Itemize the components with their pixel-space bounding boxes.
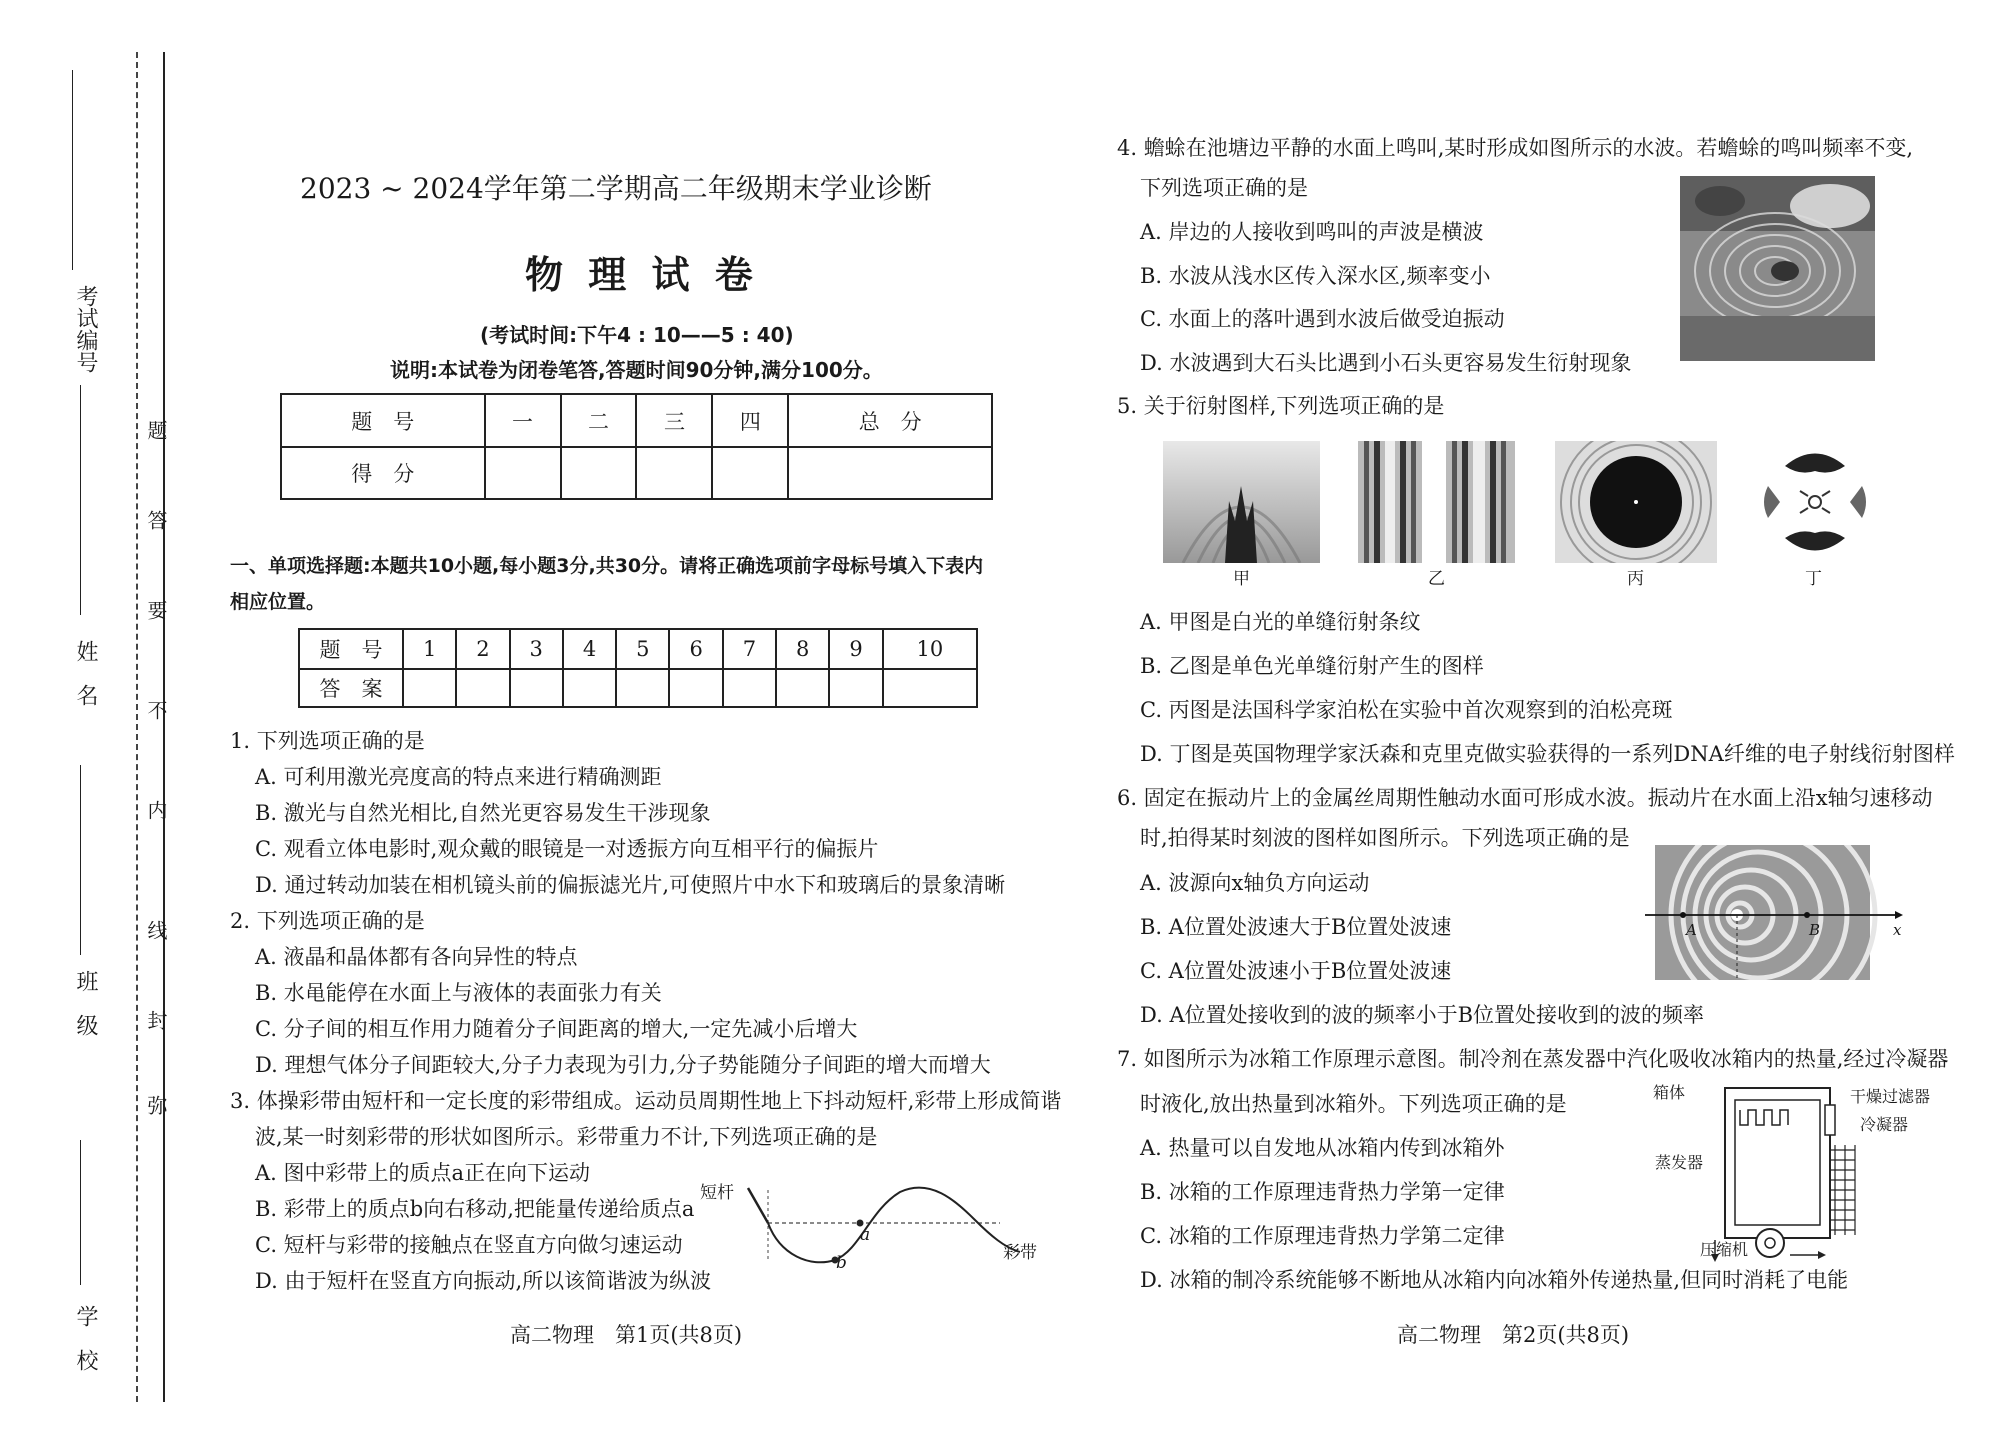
q6-wave-figure bbox=[1645, 845, 1910, 980]
q6-stem-cont: 时,拍得某时刻波的图样如图所示。下列选项正确的是 bbox=[1140, 826, 1630, 850]
q4-stem-cont: 下列选项正确的是 bbox=[1140, 176, 1308, 200]
q7-label-compressor: 压缩机 bbox=[1700, 1240, 1749, 1259]
score-cell[interactable] bbox=[788, 447, 992, 499]
binding-field-school-line bbox=[80, 1140, 81, 1285]
seal-char: 内 bbox=[144, 800, 168, 820]
seal-char: 线 bbox=[144, 920, 168, 940]
binding-solid-line bbox=[163, 52, 165, 1402]
answer-cell[interactable] bbox=[723, 669, 776, 707]
answer-number: 1 bbox=[403, 629, 456, 669]
q3-option-d: D. 由于短杆在竖直方向振动,所以该简谐波为纵波 bbox=[255, 1269, 712, 1293]
seal-char: 题 bbox=[144, 420, 168, 440]
seal-char: 要 bbox=[144, 600, 168, 620]
q6-label-b: B bbox=[1809, 921, 1821, 939]
seal-char: 答 bbox=[144, 510, 168, 530]
footer-right: 高二物理 第2页(共8页) bbox=[1397, 1323, 1630, 1347]
q3-ribbon-figure bbox=[700, 1180, 1045, 1280]
q5-figure-ding bbox=[1760, 441, 1870, 563]
q7-label-filter: 干燥过滤器 bbox=[1850, 1087, 1931, 1106]
q6-option-b: B. A位置处波速大于B位置处波速 bbox=[1140, 915, 1452, 939]
answer-cell[interactable] bbox=[456, 669, 509, 707]
answer-cell[interactable] bbox=[669, 669, 722, 707]
exam-time: (考试时间:下午4 : 10——5 : 40) bbox=[480, 323, 794, 347]
answer-row-label: 答 案 bbox=[299, 669, 403, 707]
subject-title: 物 理 试 卷 bbox=[525, 252, 759, 297]
q7-option-d: D. 冰箱的制冷系统能够不断地从冰箱内向冰箱外传递热量,但同时消耗了电能 bbox=[1140, 1268, 1849, 1292]
binding-field-exam-number bbox=[60, 70, 84, 270]
score-cell[interactable] bbox=[636, 447, 712, 499]
answer-cell[interactable] bbox=[563, 669, 616, 707]
q3-label-a: a bbox=[860, 1225, 871, 1245]
binding-label-school: 学 校 bbox=[73, 1305, 98, 1371]
answer-number: 8 bbox=[776, 629, 829, 669]
q3-option-b: B. 彩带上的质点b向右移动,把能量传递给质点a bbox=[255, 1197, 695, 1221]
answer-number: 2 bbox=[456, 629, 509, 669]
score-header-part2: 二 bbox=[561, 394, 637, 447]
q5-label-ding: 丁 bbox=[1805, 569, 1822, 589]
seal-char: 封 bbox=[144, 1010, 168, 1030]
answer-cell[interactable] bbox=[883, 669, 977, 707]
q7-option-a: A. 热量可以自发地从冰箱内传到冰箱外 bbox=[1140, 1136, 1505, 1160]
binding-label-class: 班 级 bbox=[73, 970, 98, 1036]
binding-dashed-line bbox=[136, 52, 138, 1402]
q7-stem-cont: 时液化,放出热量到冰箱外。下列选项正确的是 bbox=[1140, 1092, 1567, 1116]
q6-label-a: A bbox=[1686, 921, 1697, 939]
q6-label-x: x bbox=[1893, 921, 1902, 939]
answer-number: 10 bbox=[883, 629, 977, 669]
q5-stem: 5. 关于衍射图样,下列选项正确的是 bbox=[1117, 394, 1445, 418]
q5-label-jia: 甲 bbox=[1233, 569, 1250, 589]
seal-char: 不 bbox=[144, 700, 168, 720]
score-cell[interactable] bbox=[712, 447, 788, 499]
q1-option-d: D. 通过转动加装在相机镜头前的偏振滤光片,可使照片中水下和玻璃后的景象清晰 bbox=[255, 873, 1006, 897]
q4-option-b: B. 水波从浅水区传入深水区,频率变小 bbox=[1140, 264, 1491, 288]
score-header-part3: 三 bbox=[636, 394, 712, 447]
answer-table bbox=[298, 628, 978, 708]
answer-cell[interactable] bbox=[510, 669, 563, 707]
q6-option-c: C. A位置处波速小于B位置处波速 bbox=[1140, 959, 1452, 983]
section1-title: 一、单项选择题:本题共10小题,每小题3分,共30分。请将正确选项前字母标号填入下表内 bbox=[230, 555, 984, 577]
binding-field-name-line bbox=[80, 385, 81, 615]
q5-figure-yi bbox=[1358, 441, 1515, 563]
q7-label-evaporator: 蒸发器 bbox=[1655, 1153, 1704, 1172]
q5-figure-bing bbox=[1555, 441, 1717, 563]
q1-option-b: B. 激光与自然光相比,自然光更容易发生干涉现象 bbox=[255, 801, 711, 825]
answer-cell[interactable] bbox=[403, 669, 456, 707]
q7-option-b: B. 冰箱的工作原理违背热力学第一定律 bbox=[1140, 1180, 1505, 1204]
q7-option-c: C. 冰箱的工作原理违背热力学第二定律 bbox=[1140, 1224, 1505, 1248]
q2-stem: 2. 下列选项正确的是 bbox=[230, 909, 425, 933]
q7-label-box: 箱体 bbox=[1653, 1083, 1686, 1102]
score-table bbox=[280, 393, 993, 500]
answer-header-label: 题 号 bbox=[299, 629, 403, 669]
section1-title-cont: 相应位置。 bbox=[230, 591, 326, 613]
q6-stem: 6. 固定在振动片上的金属丝周期性触动水面可形成水波。振动片在水面上沿x轴匀速移动 bbox=[1117, 786, 1933, 810]
q1-option-a: A. 可利用激光亮度高的特点来进行精确测距 bbox=[255, 765, 662, 789]
q3-label-ribbon: 彩带 bbox=[1003, 1243, 1037, 1263]
q4-toad-photo bbox=[1680, 176, 1875, 361]
q2-option-d: D. 理想气体分子间距较大,分子力表现为引力,分子势能随分子间距的增大而增大 bbox=[255, 1053, 991, 1077]
answer-cell[interactable] bbox=[776, 669, 829, 707]
answer-number: 7 bbox=[723, 629, 776, 669]
q3-stem-cont: 波,某一时刻彩带的形状如图所示。彩带重力不计,下列选项正确的是 bbox=[255, 1125, 878, 1149]
answer-number: 6 bbox=[669, 629, 722, 669]
q4-option-d: D. 水波遇到大石头比遇到小石头更容易发生衍射现象 bbox=[1140, 351, 1632, 375]
q5-option-c: C. 丙图是法国科学家泊松在实验中首次观察到的泊松亮斑 bbox=[1140, 698, 1673, 722]
score-header-part1: 一 bbox=[485, 394, 561, 447]
q3-stem: 3. 体操彩带由短杆和一定长度的彩带组成。运动员周期性地上下抖动短杆,彩带上形成简谐 bbox=[230, 1089, 1062, 1113]
seal-char: 弥 bbox=[144, 1095, 168, 1115]
q5-label-bing: 丙 bbox=[1627, 569, 1644, 589]
q3-label-rod: 短杆 bbox=[700, 1183, 734, 1203]
q5-option-b: B. 乙图是单色光单缝衍射产生的图样 bbox=[1140, 654, 1484, 678]
score-header-total: 总 分 bbox=[788, 394, 992, 447]
q3-option-c: C. 短杆与彩带的接触点在竖直方向做匀速运动 bbox=[255, 1233, 683, 1257]
q5-option-a: A. 甲图是白光的单缝衍射条纹 bbox=[1140, 610, 1421, 634]
q4-option-c: C. 水面上的落叶遇到水波后做受迫振动 bbox=[1140, 307, 1505, 331]
q1-option-c: C. 观看立体电影时,观众戴的眼镜是一对透振方向互相平行的偏振片 bbox=[255, 837, 879, 861]
footer-left: 高二物理 第1页(共8页) bbox=[510, 1323, 743, 1347]
q5-option-d: D. 丁图是英国物理学家沃森和克里克做实验获得的一系列DNA纤维的电子射线衍射图样 bbox=[1140, 742, 1955, 766]
binding-field-class-line bbox=[80, 765, 81, 955]
score-cell[interactable] bbox=[485, 447, 561, 499]
q4-stem: 4. 蟾蜍在池塘边平静的水面上鸣叫,某时形成如图所示的水波。若蟾蜍的鸣叫频率不变, bbox=[1117, 136, 1914, 160]
binding-label-name: 姓 名 bbox=[73, 640, 98, 706]
q6-option-d: D. A位置处接收到的波的频率小于B位置处接收到的波的频率 bbox=[1140, 1003, 1705, 1027]
answer-cell[interactable] bbox=[829, 669, 882, 707]
q3-option-a: A. 图中彩带上的质点a正在向下运动 bbox=[255, 1161, 591, 1185]
binding-label-exam-number: 考试编号 bbox=[73, 285, 98, 373]
q2-option-c: C. 分子间的相互作用力随着分子间距离的增大,一定先减小后增大 bbox=[255, 1017, 858, 1041]
score-header-part4: 四 bbox=[712, 394, 788, 447]
q4-option-a: A. 岸边的人接收到鸣叫的声波是横波 bbox=[1140, 220, 1484, 244]
score-header-label: 题 号 bbox=[281, 394, 485, 447]
answer-number: 4 bbox=[563, 629, 616, 669]
score-cell[interactable] bbox=[561, 447, 637, 499]
answer-number: 9 bbox=[829, 629, 882, 669]
q7-stem: 7. 如图所示为冰箱工作原理示意图。制冷剂在蒸发器中汽化吸收冰箱内的热量,经过冷凝器 bbox=[1117, 1047, 1949, 1071]
q5-label-yi: 乙 bbox=[1428, 569, 1445, 589]
answer-cell[interactable] bbox=[616, 669, 669, 707]
exam-title: 2023 ~ 2024学年第二学期高二年级期末学业诊断 bbox=[300, 172, 932, 205]
q6-option-a: A. 波源向x轴负方向运动 bbox=[1140, 871, 1370, 895]
q3-label-b: b bbox=[836, 1253, 847, 1273]
q2-option-a: A. 液晶和晶体都有各向异性的特点 bbox=[255, 945, 578, 969]
answer-number: 5 bbox=[616, 629, 669, 669]
q7-label-condenser: 冷凝器 bbox=[1860, 1115, 1909, 1134]
score-row-label: 得 分 bbox=[281, 447, 485, 499]
answer-number: 3 bbox=[510, 629, 563, 669]
q5-figure-jia bbox=[1163, 441, 1320, 563]
q1-stem: 1. 下列选项正确的是 bbox=[230, 729, 425, 753]
q2-option-b: B. 水黾能停在水面上与液体的表面张力有关 bbox=[255, 981, 662, 1005]
instructions: 说明:本试卷为闭卷笔答,答题时间90分钟,满分100分。 bbox=[390, 358, 883, 382]
